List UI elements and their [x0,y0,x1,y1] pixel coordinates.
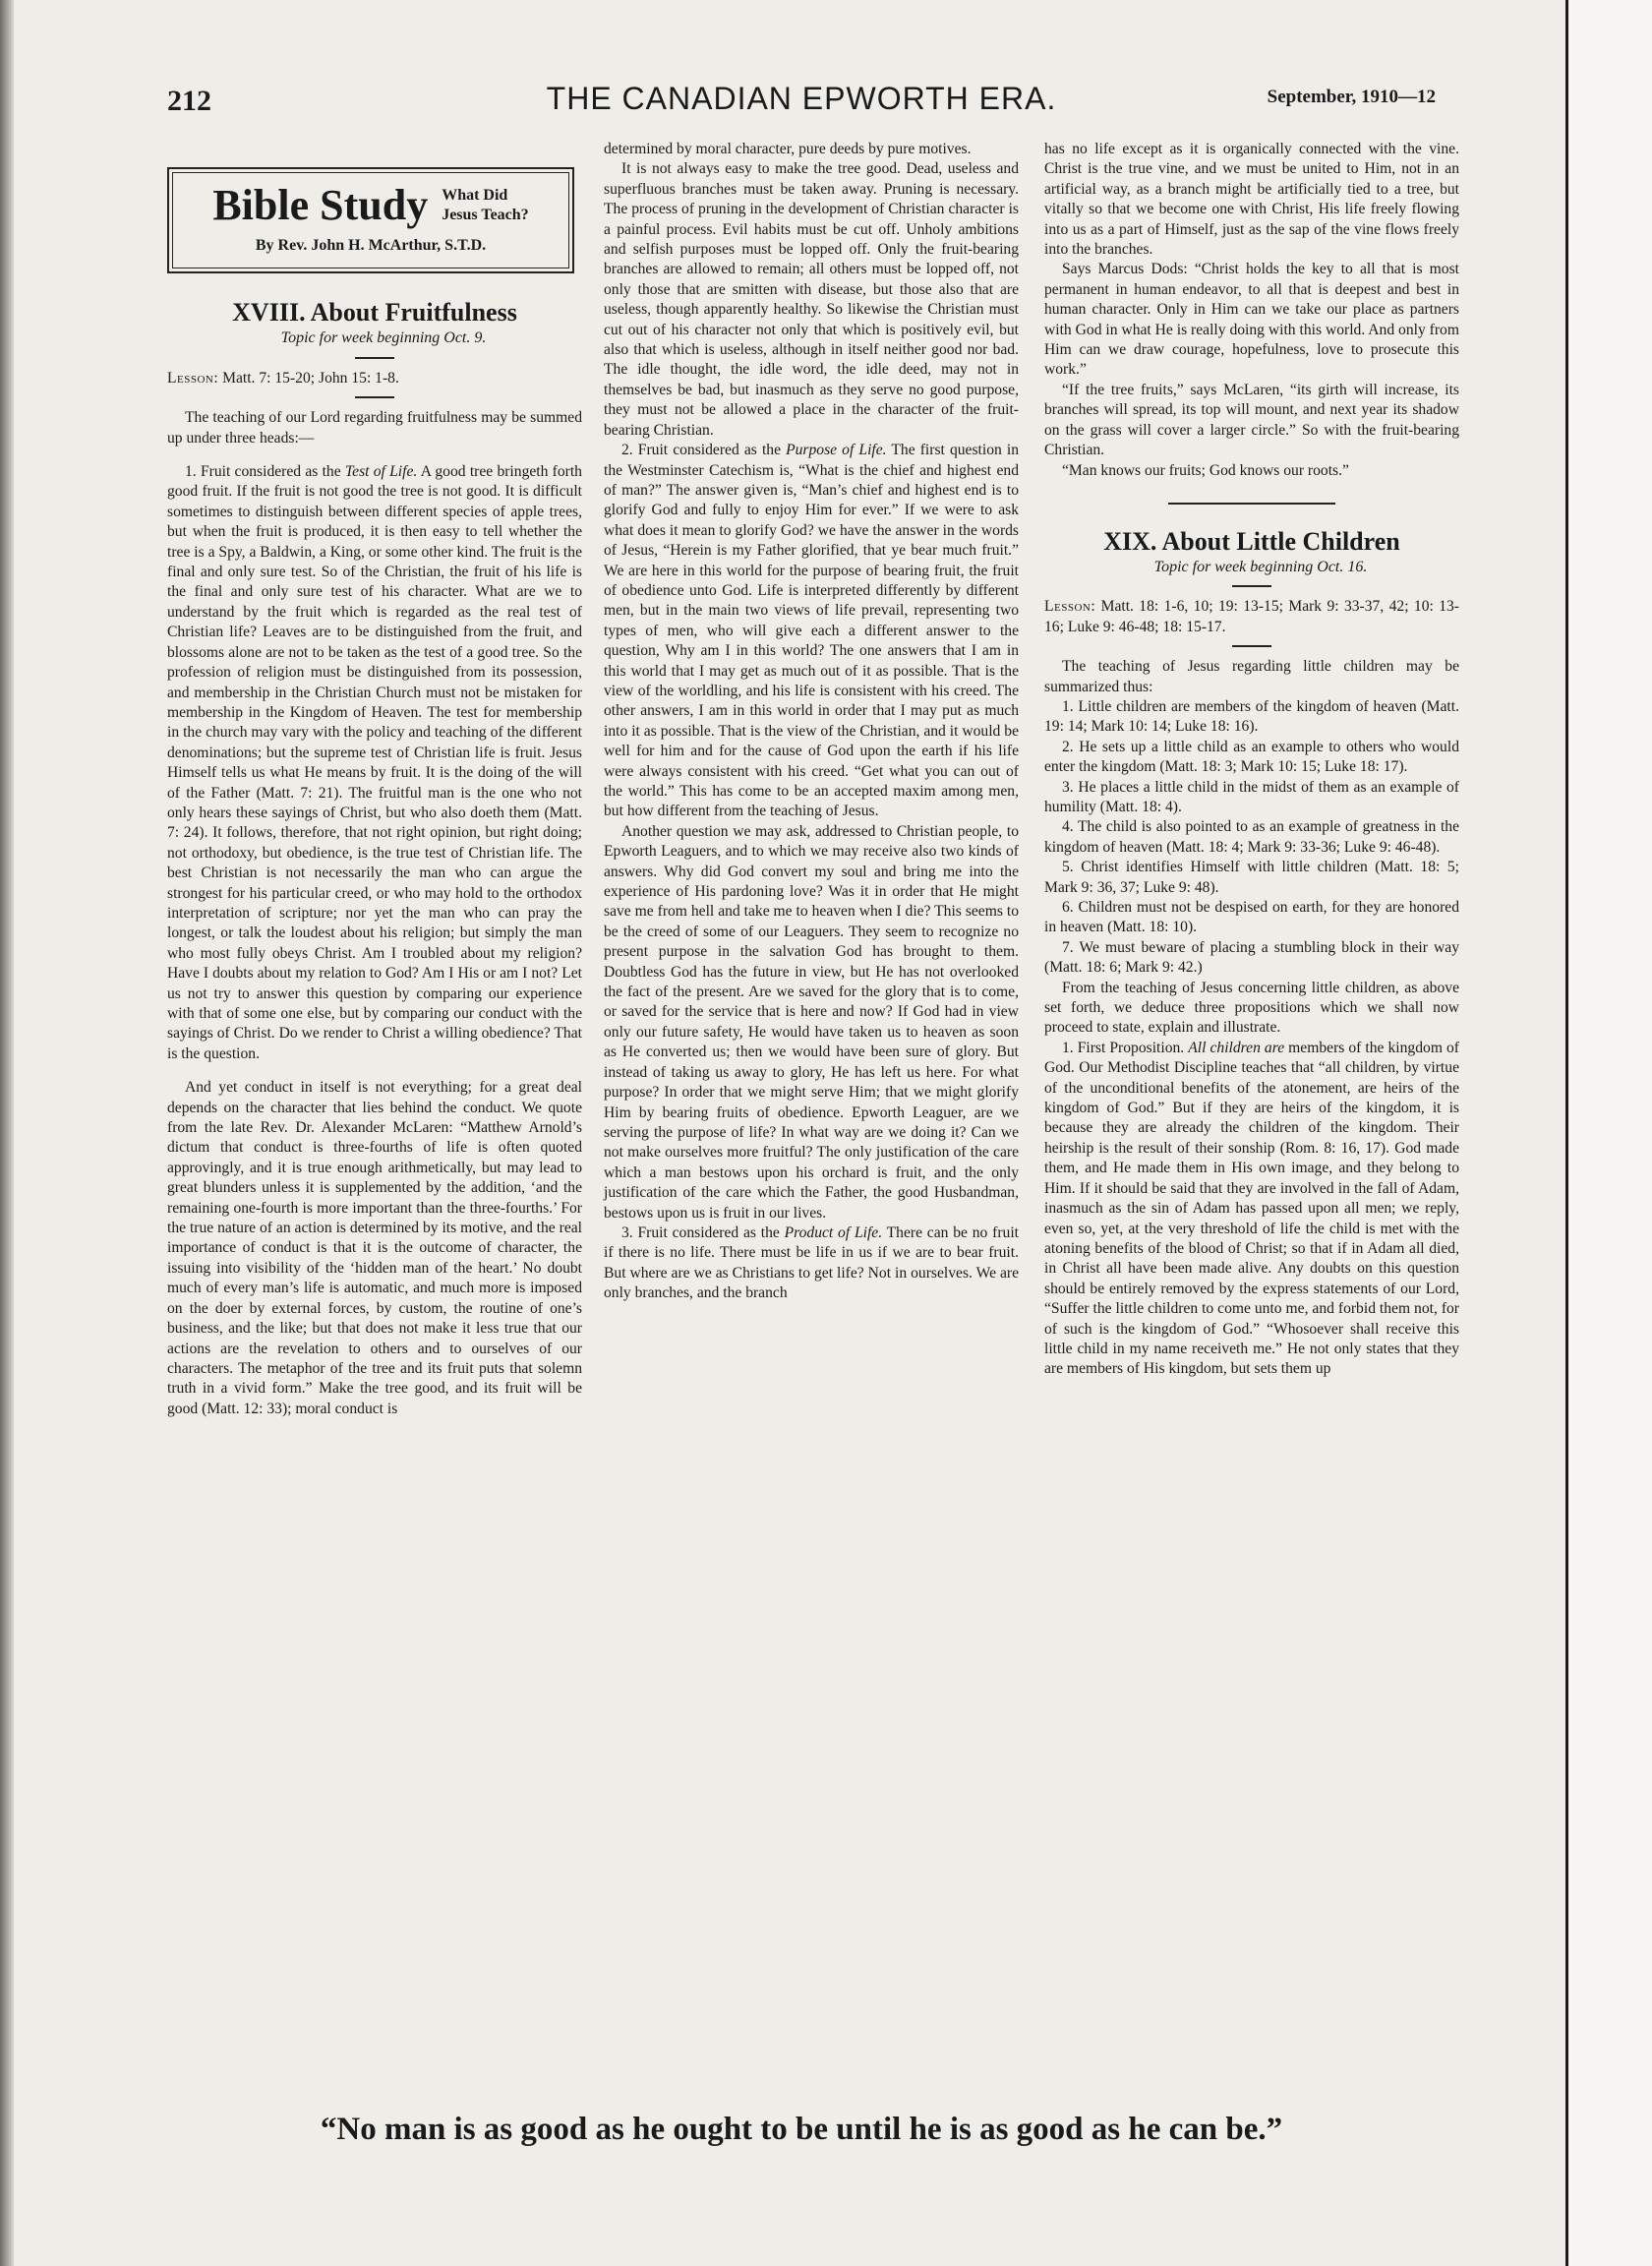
column-1 [167,146,582,1419]
divider [1232,645,1271,647]
list-item: 5. Christ identifies Himself with little children (Matt. 18: 5; Mark 9: 36, 37; Luke 9: 48). [1044,859,1459,896]
column-3 [1044,140,1459,1380]
lesson-refs: Lesson: Matt. 18: 1-6, 10; 19: 13-15; Mark 9: 33-37, 42; 10: 13-16; Luke 9: 46-48; 18: 15-17. [1044,598,1459,635]
list-item: 2. He sets up a little child as an example to others who would enter the kingdom (Matt. 18: 3; Mark 10: 15; Luke 18: 17). [1044,738,1459,776]
bible-study-author: By Rev. John H. McArthur, S.T.D. [255,237,487,254]
list-item: 1. Little children are members of the kingdom of heaven (Matt. 19: 14; Mark 10: 14; Luke 18: 16). [1044,697,1459,736]
bible-study-title: Bible Study [212,181,429,229]
section-divider [1168,503,1335,505]
binding-gutter [0,0,14,2266]
section-title-little-children: XIX. About Little Children [1103,526,1400,556]
next-page-edge [1565,0,1652,2266]
divider [355,357,394,359]
bible-study-box [167,167,574,273]
paragraph: Another question we may ask, addressed to Christian people, to Epworth Leaguers, and to which we may receive also two kinds of answers. Why did God convert my soul and bring me into the experience of His pardoning love? Was it in order that He might save me from hell and take me to heaven when I die? This seems to be the creed of some of our Leaguers. They seem to recognize no present purpose in the salvation God has brought to them. Doubtless God has the future in view, but He has not overlooked the fact of the present. Are we saved for the glory that is to come, or saved for the service that is here and now? If God had in view only our future safety, He would have taken us to heaven as soon as He converted us; then we would have been sure of glory. But instead of taking us away to glory, He has left us here. For what purpose? In order that we might serve Him; that we might glorify Him by bearing fruits of obedience. Epworth Leaguer, are we serving the purpose of life? In what way are we doing it? Can we not make ourselves more fruitful? The only justification of the care which a man bestows upon his orchard is fruit, and the only justification of the care which the Father, the good Husbandman, bestows upon us is fruit in our lives. [604,822,1019,1222]
divider [355,396,394,398]
list-item: 4. The child is also pointed to as an example of greatness in the kingdom of heaven (Matt. 18: 4; Mark 9: 33-36; Luke 9: 46-48). [1044,818,1459,856]
paragraph: “If the tree fruits,” says McLaren, “its girth will increase, its branches will spread, its top will mount, and next year its shadow on the grass will cover a larger circle.” So with the fruit-bearing Christian. [1044,381,1459,459]
paragraph: 1. Fruit considered as the Test of Life. A good tree bringeth forth good fruit. If the fruit is not good the tree is not good. It is difficult sometimes to distinguish between different species of apple trees, but when the fruit is produced, it is then easy to tell whether the tree is a Spy, a Baldwin, a King, or some other kind. The fruit is the final and only sure test. So of the Christian, the fruit of his life is the final and only sure test of his character. What are we to understand by the fruit which is regarded as the real test of Christian life? Leaves are to be distinguished from the fruit, and blossoms alone are not to be taken as the test of a good tree. So the profession of religion must be distinguished from its possession, and membership in the Christian Church must not be mistaken for membership in the Kingdom of Heaven. The test for membership in the church may vary with the policy and teaching of the different denominations; but the supreme test of Christian life is fruit. Jesus Himself tells us what He means by fruit. It is the doing of the will of the Father (Matt. 7: 21). The fruitful man is the one who not only hears these sayings of Christ, but who also doeth them (Matt. 7: 24). It follows, therefore, that not right opinion, but right doing; not orthodoxy, but obedience, is the true test of Christian life. The best Christian is not necessarily the man who can argue the strongest for his particular creed, or who may hold to the orthodox interpretation of scripture; nor yet the man who can pray the longest, or talk the loudest about his religion; but simply the man who most fully obeys Christ. Am I troubled about my religion? Have I doubts about my relation to God? Am I His or am I not? Let us not try to answer this question by comparing our experience with that of some one else, but by comparing our conduct with the sayings of Christ. Do we render to Christ a willing obedience? That is the question. [167,463,582,1062]
paragraph: 1. First Proposition. All children are members of the kingdom of God. Our Methodist Discipline teaches that “all children, by virtue of the unconditional benefits of the atonement, are heirs of the kingdom of God.” But if they are heirs of the kingdom, it is because they are already the children of the kingdom. Their heirship is the result of their sonship (Rom. 8: 16, 17). God made them, and He made them in His own image, and they belong to Him. If it should be said that they are involved in the fall of Adam, inasmuch as the sin of Adam has passed upon all men; we reply, even so, yet, at the very threshold of life the child is met with the atoning benefits of the blood of Christ; so that if in Adam all died, in Christ all have been made alive. Any doubts on this question should be entirely removed by the express statements of our Lord, “Suffer the little children to come unto me, and forbid them not, for of such is the kingdom of God.” “Whosoever shall receive this little child in my name receiveth me.” He not only states that they are members of His kingdom, but sets them up [1044,1039,1459,1378]
section-title-fruitfulness: XVIII. About Fruitfulness [232,298,517,328]
paragraph: The teaching of our Lord regarding fruitfulness may be summed up under three heads:— [167,409,582,447]
paragraph: It is not always easy to make the tree good. Dead, useless and superfluous branches must be taken away. Pruning is necessary. The process of pruning in the development of Christian character is a painful process. Evil habits must be cut off. Unholy ambitions and selfish purposes must be lopped off. Only the fruit-bearing branches are allowed to remain; all others must be lopped off, not only those that are smitten with disease, but those also that are useless, though apparently healthy. So likewise the Christian must cut out of his character not only that which is positively evil, but also that which is useless, although in itself neither good nor bad. The idle thought, the idle word, the idle deed, may not in themselves be bad, but inasmuch as they serve no good purpose, they must not be allowed a place in the character of the fruit-bearing Christian. [604,160,1019,439]
bible-study-subtitle: What Did Jesus Teach? [442,187,529,223]
topic-line: Topic for week beginning Oct. 16. [1153,558,1368,575]
paragraph: “Man knows our fruits; God knows our roots.” [1062,461,1349,479]
lesson-refs: Lesson: Matt. 7: 15-20; John 15: 1-8. [167,369,399,387]
footer-quote: “No man is as good as he ought to be until he is as good as he can be.” [320,2112,1283,2147]
column-2 [604,140,1019,1304]
divider [1232,585,1271,587]
issue-date: September, 1910—12 [1267,87,1436,107]
paragraph: Says Marcus Dods: “Christ holds the key to all that is most permanent in human endeavor, to all that is deepest and best in human character. Only in Him can we take our place as partners with God in what He is really doing with this world. And only from Him can we draw courage, hopefulness, love to prosecute this work.” [1044,261,1459,379]
paragraph: has no life except as it is organically connected with the vine. Christ is the true vine, and we must be united to Him, not in an artificial way, as a branch might be artificially tied to a tree, but vitally so that we become one with Christ, His life freely flowing into us as a part of Himself, just as the sap of the vine flows freely into the branches. [1044,141,1459,259]
topic-line: Topic for week beginning Oct. 9. [280,329,487,347]
list-item: 6. Children must not be despised on earth, for they are honored in heaven (Matt. 18: 10). [1044,899,1459,936]
list-item: 3. He places a little child in the midst of them as an example of humility (Matt. 18: 4). [1044,778,1459,815]
paragraph: 2. Fruit considered as the Purpose of Life. The first question in the Westminster Catechism is, “What is the chief and highest end of man?” The answer given is, “Man’s chief and highest end is to glorify God and fully to enjoy Him for ever.” If we were to ask what does it mean to glorify God? we have the answer in the words of Jesus, “Herein is my Father glorified, that ye bear much fruit.” We are here in this world for the purpose of bearing fruit, the fruit of obedience unto God. Life is interpreted differently by different men, but in the main two views of life prevail, representing two types of men, who will give each a different answer to the question, Why am I in this world? The one answers that I am in this world that I may get as much out of it as possible. That is the view of the worldling, and his life is consistent with his creed. The other answers, I am in this world in order that I may put as much into it as possible. That is the view of the Christian, and it would be well for him and for the cause of God upon the earth if his life were always consistent with his creed. “Get what you can out of the world.” This has come to be an accepted maxim among men, but how different from the teaching of Jesus. [604,442,1020,820]
paragraph: 3. Fruit considered as the Product of Life. There can be no fruit if there is no life. There must be life in us if we are to bear fruit. But where are we as Christians to get life? Not in ourselves. We are only branches, and the branch [604,1223,1019,1302]
page-number: 212 [167,85,211,117]
paragraph: The teaching of Jesus regarding little children may be summarized thus: [1044,658,1459,695]
paragraph: determined by moral character, pure deeds by pure motives. [604,141,972,157]
paragraph: And yet conduct in itself is not everything; for a great deal depends on the character that lies behind the conduct. We quote from the late Rev. Dr. Alexander McLaren: “Matthew Arnold’s dictum that conduct is three-fourths of life is often quoted approvingly, and it is true enough arithmetically, but may lead to great blunders unless it is supplemented by the addition, ‘and the remaining one-fourth is more important than the three-fourths.’ For the true nature of an action is determined by its motive, and the real importance of conduct is that it is the outcome of character, the issuing into visibility of the ‘hidden man of the heart.’ No doubt much of every man’s life is automatic, and much more is imposed on the doer by external forces, by custom, the routine of one’s business, and the like; but that does not make it less true that our actions are the revelation to others and to ourselves of our characters. The metaphor of the tree and its fruit puts that solemn truth in a vivid form.” Make the tree good, and its fruit will be good (Matt. 12: 33); moral conduct is [167,1079,582,1417]
paragraph: From the teaching of Jesus concerning little children, as above set forth, we deduce three propositions which we shall now proceed to state, explain and illustrate. [1044,979,1459,1037]
list-item: 7. We must beware of placing a stumbling block in their way (Matt. 18: 6; Mark 9: 42.) [1044,938,1459,977]
running-title: THE CANADIAN EPWORTH ERA. [546,81,1057,116]
page-header [167,81,1436,124]
